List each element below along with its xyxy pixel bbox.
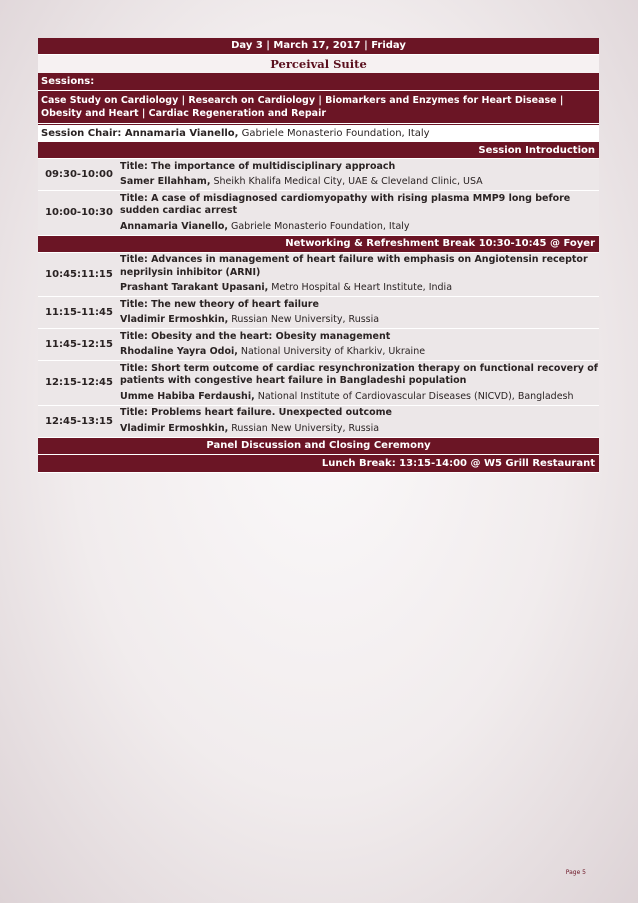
talk-details (120, 329, 599, 360)
talk-title: Title: Short term outcome of cardiac resynchronization therapy on functional recovery of patients with congestive heart failure in Bangladeshi population (120, 362, 598, 386)
talk-speaker (120, 389, 599, 405)
chair-affiliation: Gabriele Monasterio Foundation, Italy (238, 128, 430, 139)
chair-name: Session Chair: Annamaria Vianello, (41, 128, 239, 139)
speaker-name: Prashant Tarakant Upasani, (120, 282, 269, 293)
talk-title: Title: The importance of multidisciplinary approach (120, 160, 396, 172)
speaker-affiliation: Gabriele Monasterio Foundation, Italy (227, 220, 410, 232)
speaker-name: Umme Habiba Ferdaushi, (120, 390, 255, 402)
page-number: Page 5 (565, 869, 586, 876)
speaker-name: Annamaria Vianello, (120, 220, 228, 232)
talk-title: Title: Advances in management of heart failure with emphasis on Angiotensin receptor neprilysin inhibitor (ARNI) (120, 254, 588, 278)
talk-time: 09:30-10:00 (45, 169, 113, 180)
talk-row (38, 361, 599, 406)
talk-row (38, 297, 599, 329)
talk-details (120, 297, 599, 328)
talk-title: Title: A case of misdiagnosed cardiomyopathy with rising plasma MMP9 long before sudden cardiac arrest (120, 192, 571, 216)
talk-speaker (120, 313, 599, 329)
talk-row (38, 406, 599, 438)
day-header: Day 3 | March 17, 2017 | Friday (38, 38, 599, 55)
talk-time: 10:00-10:30 (45, 207, 113, 219)
speaker-affiliation: Sheikh Khalifa Medical City, UAE & Cleveland Clinic, USA (210, 176, 483, 187)
talk-title: Title: The new theory of heart failure (120, 298, 319, 310)
session-chair (38, 124, 599, 143)
talk-details (120, 253, 599, 297)
talk-row (38, 191, 599, 236)
talk-details (120, 159, 599, 190)
speaker-name: Rhodaline Yayra Odoi, (120, 346, 238, 357)
session-topics: Case Study on Cardiology | Research on Cardiology | Biomarkers and Enzymes for Heart Disease | Obesity and Heart | Cardiac Regeneration and Repair (38, 91, 599, 124)
speaker-affiliation: Russian New University, Russia (228, 314, 380, 325)
schedule-sheet (38, 38, 599, 473)
talk-speaker (120, 219, 599, 235)
speaker-name: Samer Ellahham, (120, 176, 211, 187)
sessions-label: Sessions: (38, 73, 599, 91)
talk-row (38, 329, 599, 361)
talk-title: Title: Problems heart failure. Unexpected outcome (120, 407, 392, 418)
speaker-name: Vladimir Ermoshkin, (120, 422, 229, 434)
refreshment-break-bar: Networking & Refreshment Break 10:30-10:45 @ Foyer (38, 236, 599, 253)
talk-details (120, 191, 599, 235)
lunch-break-bar: Lunch Break: 13:15-14:00 @ W5 Grill Restaurant (38, 455, 599, 473)
speaker-affiliation: National University of Kharkiv, Ukraine (237, 346, 426, 357)
talk-title: Title: Obesity and the heart: Obesity management (120, 330, 391, 342)
talk-time: 10:45:11:15 (45, 268, 113, 280)
talk-list-late-morning (38, 253, 599, 438)
venue-title: Perceival Suite (38, 55, 599, 73)
talk-time: 12:45-13:15 (45, 415, 113, 427)
talk-speaker (120, 175, 599, 191)
speaker-name: Vladimir Ermoshkin, (120, 314, 229, 325)
talk-time: 11:15-11:45 (45, 307, 113, 318)
talk-speaker (120, 345, 599, 361)
talk-row (38, 253, 599, 298)
talk-time: 12:15-12:45 (45, 377, 113, 389)
talk-details (120, 406, 599, 437)
talk-speaker (120, 421, 599, 437)
talk-speaker (120, 281, 599, 297)
speaker-affiliation: National Institute of Cardiovascular Diseases (NICVD), Bangladesh (254, 390, 574, 402)
talk-row (38, 159, 599, 191)
talk-time: 11:45-12:15 (45, 339, 113, 350)
speaker-affiliation: Russian New University, Russia (228, 422, 380, 434)
talk-details (120, 361, 599, 405)
talk-list-morning (38, 159, 599, 236)
panel-discussion-bar: Panel Discussion and Closing Ceremony (38, 438, 599, 455)
speaker-affiliation: Metro Hospital & Heart Institute, India (268, 282, 453, 293)
session-introduction-bar: Session Introduction (38, 143, 599, 159)
